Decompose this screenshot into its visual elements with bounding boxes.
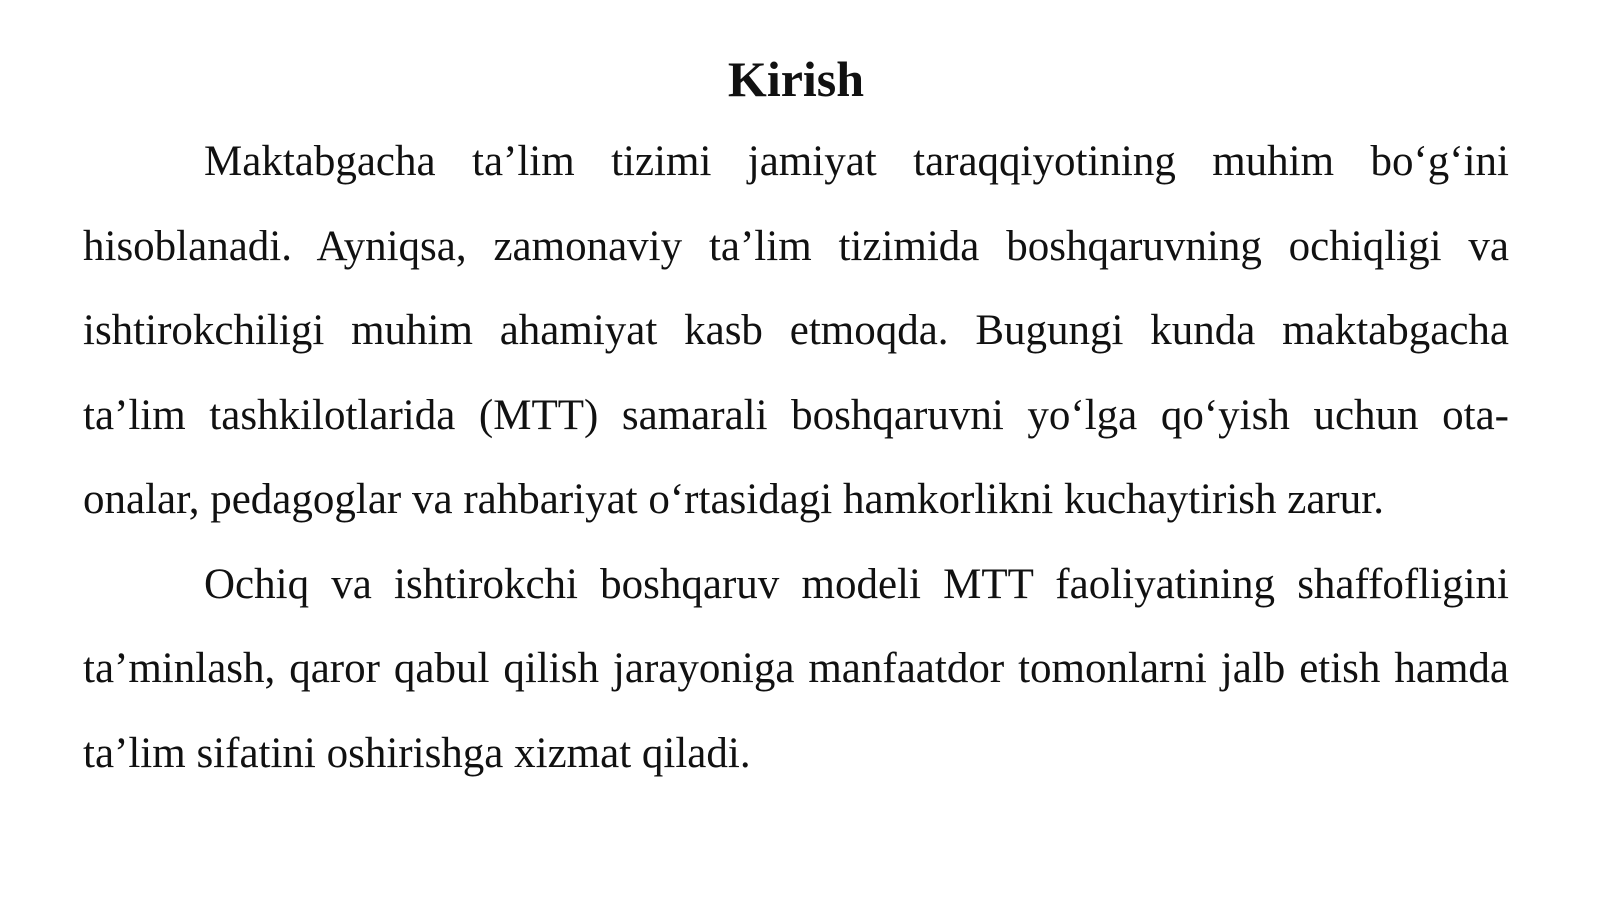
paragraph-1: Maktabgacha ta’lim tizimi jamiyat taraqqiyotining muhim bo‘g‘ini hisoblanadi. Ayniqsa, zamonaviy ta’lim tizimida boshqaruvning ochiqligi va ishtirokchiligi muhim ahamiyat kasb etmoqda. Bugungi kunda maktabgacha ta’lim tashkilotlarida (MTT) samarali boshqaruvni yo‘lga qo‘yish uchun ota-onalar, pedagoglar va rahbariyat o‘rtasidagi hamkorlikni kuchaytirish zarur.	[83, 138, 1509, 523]
document-page	[83, 44, 1509, 796]
paragraph-2: Ochiq va ishtirokchi boshqaruv modeli MTT faoliyatining shaffofligini ta’minlash, qaror qabul qilish jarayoniga manfaatdor tomonlarni jalb etish hamda ta’lim sifatini oshirishga xizmat qiladi.	[83, 560, 1509, 777]
document-title: Kirish	[727, 51, 865, 107]
